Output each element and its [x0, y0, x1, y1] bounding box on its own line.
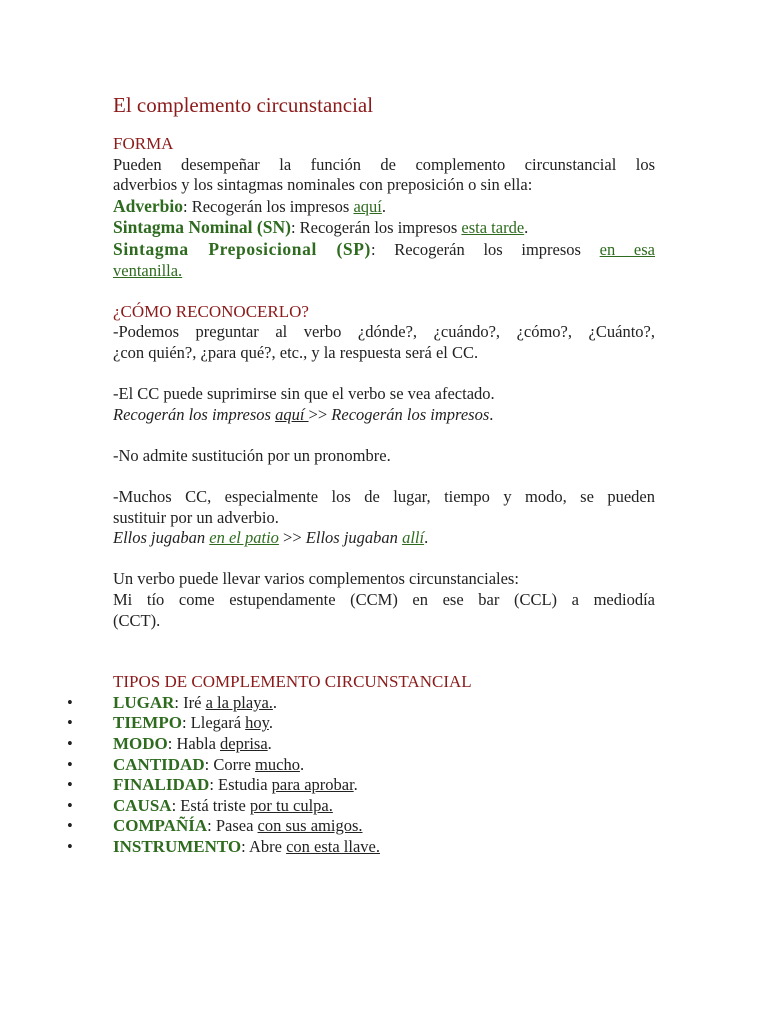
tipo-trailing: .	[267, 734, 272, 754]
supresion-example-b: Recogerán los impresos	[331, 404, 490, 424]
list-item	[67, 713, 655, 734]
adverbio-sust-example-u2: allí	[402, 528, 425, 548]
tipo-text: : Iré	[174, 692, 206, 712]
tipo-example: con esta llave.	[286, 837, 380, 856]
adverbio-example: aquí	[353, 196, 382, 216]
adverbio-sust-line-1: -Muchos CC, especialmente los de lugar, tiempo y modo, se pueden	[113, 487, 655, 507]
adverbio-sust-example-arrow: >>	[278, 528, 306, 548]
bullet-icon: •	[67, 692, 73, 712]
tipo-name: TIEMPO	[113, 713, 182, 733]
tipo-text: : Está triste	[171, 795, 250, 815]
reconocer-question-line-1: -Podemos preguntar al verbo ¿dónde?, ¿cuándo?, ¿cómo?, ¿Cuánto?,	[113, 322, 655, 342]
forma-intro-line-2: adverbios y los sintagmas nominales con preposición o sin ella:	[113, 175, 533, 195]
sp-example-1: en esa	[599, 239, 655, 259]
pronombre-line: -No admite sustitución por un pronombre.	[113, 445, 391, 465]
page-title: El complemento circunstancial	[113, 93, 374, 117]
reconocer-question-line-2: ¿con quién?, ¿para qué?, etc., y la respuesta será el CC.	[113, 342, 479, 362]
supresion-line: -El CC puede suprimirse sin que el verbo se vea afectado.	[113, 384, 495, 404]
tipo-name: INSTRUMENTO	[113, 837, 242, 856]
term-sintagma-preposicional: Sintagma Preposicional (SP)	[113, 238, 371, 259]
forma-adverbio-row: Adverbio: Recogerán los impresos aquí.	[113, 195, 387, 216]
list-item	[67, 795, 655, 817]
adverbio-sust-line-2: sustituir por un adverbio.	[113, 507, 279, 527]
tipo-example: para aprobar	[271, 775, 354, 795]
adverbio-text: : Recogerán los impresos	[183, 196, 354, 216]
bullet-icon: •	[67, 837, 73, 856]
tipo-example: hoy	[245, 713, 269, 733]
supresion-example: Recogerán los impresos aquí >> Recogerán los impresos.	[113, 404, 494, 424]
tipo-name: CAUSA	[113, 795, 172, 815]
tipo-example: a la playa.	[205, 692, 273, 712]
supresion-example-arrow: >>	[308, 404, 332, 424]
tipo-trailing: .	[299, 754, 305, 774]
tipo-name: MODO	[113, 734, 168, 754]
list-item	[67, 775, 655, 796]
tipo-trailing: .	[268, 713, 273, 733]
bullet-icon: •	[67, 754, 73, 774]
section-heading-forma: FORMA	[113, 134, 174, 153]
tipo-name: COMPAÑÍA	[113, 816, 208, 836]
list-item	[67, 734, 655, 755]
tipo-example: deprisa	[220, 734, 268, 754]
sn-example: esta tarde	[461, 218, 525, 238]
supresion-example-underlined: aquí	[275, 404, 309, 424]
section-heading-tipos: TIPOS DE COMPLEMENTO CIRCUNSTANCIAL	[113, 672, 472, 692]
tipos-list	[67, 692, 655, 858]
term-sintagma-nominal: Sintagma Nominal (SN)	[113, 217, 291, 238]
list-item	[67, 754, 655, 776]
sp-example-2: ventanilla.	[113, 260, 183, 280]
tipo-trailing: .	[353, 775, 358, 795]
bullet-icon: •	[67, 775, 73, 795]
tipo-text: : Estudia	[209, 775, 272, 795]
sn-text: : Recogerán los impresos	[290, 218, 462, 238]
adverbio-sust-example: Ellos jugaban en el patio >> Ellos jugaban allí.	[113, 528, 429, 548]
list-item	[67, 692, 655, 714]
section-heading-reconocer: ¿CÓMO RECONOCERLO?	[113, 301, 309, 321]
varios-line: Un verbo puede llevar varios complementos circunstanciales:	[113, 569, 519, 589]
forma-intro-line-1: Pueden desempeñar la función de complemento circunstancial los	[113, 154, 655, 174]
varios-example-line-2: (CCT).	[113, 610, 161, 630]
term-adverbio: Adverbio	[113, 195, 183, 216]
tipo-text: : Habla	[167, 734, 221, 754]
list-item	[67, 837, 655, 858]
tipo-name: LUGAR	[113, 692, 175, 712]
adverbio-sust-example-a: Ellos jugaban	[113, 528, 210, 548]
supresion-example-a: Recogerán los impresos	[113, 404, 276, 424]
sp-text: : Recogerán los impresos	[370, 239, 600, 259]
tipo-text: : Pasea	[207, 816, 258, 836]
varios-example-line-1: Mi tío come estupendamente (CCM) en ese bar (CCL) a mediodía	[113, 590, 655, 610]
tipo-text: : Corre	[204, 754, 256, 774]
bullet-icon: •	[67, 713, 73, 733]
adverbio-sust-example-b: Ellos jugaban	[305, 528, 403, 548]
bullet-icon: •	[67, 795, 73, 815]
adverbio-sust-example-u1: en el patio	[209, 528, 279, 548]
bullet-icon: •	[67, 816, 73, 836]
forma-sp-row	[113, 239, 655, 261]
list-item	[67, 816, 655, 837]
tipo-name: CANTIDAD	[113, 754, 205, 774]
tipo-example: mucho	[255, 754, 300, 774]
bullet-icon: •	[67, 734, 73, 754]
tipo-text: : Abre	[241, 837, 287, 856]
tipo-trailing: .	[272, 692, 278, 712]
tipo-name: FINALIDAD	[113, 775, 210, 795]
tipo-example: con sus amigos.	[257, 816, 363, 836]
document-page	[67, 92, 655, 858]
tipo-example: por tu culpa.	[249, 795, 333, 815]
forma-sn-row: Sintagma Nominal (SN): Recogerán los impresos esta tarde.	[113, 217, 529, 238]
forma-sp-row-2	[113, 261, 655, 282]
tipo-text: : Llegará	[181, 713, 246, 733]
